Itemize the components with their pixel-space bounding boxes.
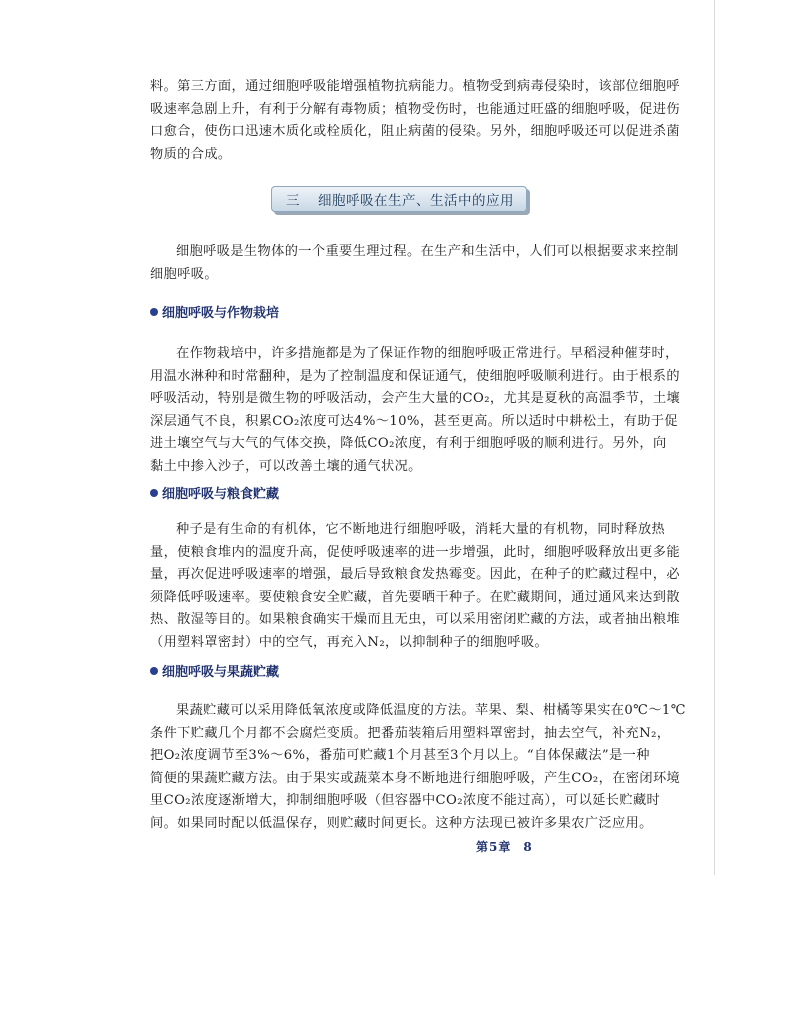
text-line: 量，使粮食堆内的温度升高，促使呼吸速率的进一步增强，此时，细胞呼吸释放出更多能 bbox=[150, 544, 680, 560]
text-line: 呼吸活动，特别是微生物的呼吸活动，会产生大量的CO₂，尤其是夏秋的高温季节，土壤 bbox=[150, 391, 681, 407]
subsection-heading-fruit-vegetable-storage bbox=[150, 661, 279, 680]
text-line: 把O₂浓度调节至3%～6%，番茄可贮藏1个月甚至3个月以上。“自体保藏法”是一种 bbox=[150, 748, 650, 764]
text-line: 细胞呼吸是生物体的一个重要生理过程。在生产和生活中，人们可以根据要求来控制 bbox=[176, 244, 679, 259]
chapter-label: 第5章 bbox=[476, 840, 512, 854]
section-title-banner bbox=[271, 186, 527, 212]
text-line: 条件下贮藏几个月都不会腐烂变质。把番茄装箱后用塑料罩密封，抽去空气，补充N₂， bbox=[150, 725, 671, 741]
text-line: 里CO₂浓度逐渐增大，抑制细胞呼吸（但容器中CO₂浓度不能过高），可以延长贮藏时 bbox=[150, 793, 661, 809]
text-line: 热、散湿等目的。如果粮食确实干燥而且无虫，可以采用密闭贮藏的方法，或者抽出粮堆 bbox=[150, 612, 680, 628]
bullet-icon bbox=[150, 489, 158, 497]
intro-paragraph bbox=[150, 76, 680, 166]
text-line: 量，再次促进呼吸速率的增强，最后导致粮食发热霉变。因此，在种子的贮藏过程中，必 bbox=[150, 567, 680, 583]
text-line: 进土壤空气与大气的气体交换，降低CO₂浓度，有利于细胞呼吸的顺利进行。另外，向 bbox=[150, 436, 667, 452]
subsection-heading-text: 细胞呼吸与粮食贮藏 bbox=[162, 487, 280, 502]
bullet-icon bbox=[150, 667, 158, 675]
text-line: 吸速率急剧上升，有利于分解有毒物质；植物受伤时，也能通过旺盛的细胞呼吸，促进伤 bbox=[150, 101, 680, 117]
text-line: 用温水淋种和时常翻种，是为了控制温度和保证通气，使细胞呼吸顺利进行。由于根系的 bbox=[150, 368, 680, 384]
text-line: 深层通气不良，积累CO₂浓度可达4%～10%，甚至更高。所以适时中耕松土，有助于促 bbox=[150, 413, 679, 429]
bullet-icon bbox=[150, 308, 158, 316]
paragraph-crop-cultivation bbox=[150, 343, 681, 479]
text-line: 口愈合，使伤口迅速木质化或栓质化，阻止病菌的侵染。另外，细胞呼吸还可以促进杀菌 bbox=[150, 124, 680, 140]
text-line: 简便的果蔬贮藏方法。由于果实或蔬菜本身不断地进行细胞呼吸，产生CO₂，在密闭环境 bbox=[150, 770, 681, 786]
text-line: 在作物栽培中，许多措施都是为了保证作物的细胞呼吸正常进行。早稻浸种催芽时， bbox=[176, 346, 679, 361]
subsection-heading-text: 细胞呼吸与果蔬贮藏 bbox=[162, 665, 280, 680]
text-line: （用塑料罩密封）中的空气，再充入N₂，以抑制种子的细胞呼吸。 bbox=[150, 634, 549, 650]
subsection-heading-grain-storage bbox=[150, 483, 279, 502]
text-line: 须降低呼吸速率。要使粮食安全贮藏，首先要晒干种子。在贮藏期间，通过通风来达到散 bbox=[150, 589, 680, 605]
paragraph-grain-storage bbox=[150, 519, 680, 655]
section-number: 三 bbox=[286, 193, 300, 209]
page-edge-line bbox=[714, 0, 715, 875]
section-intro-paragraph bbox=[150, 241, 679, 286]
subsection-heading-crop-cultivation bbox=[150, 302, 279, 321]
page-footer bbox=[476, 838, 533, 855]
text-line: 间。如果同时配以低温保存，则贮藏时间更长。这种方法现已被许多果农广泛应用。 bbox=[150, 815, 653, 831]
subsection-heading-text: 细胞呼吸与作物栽培 bbox=[162, 306, 280, 321]
text-line: 种子是有生命的有机体，它不断地进行细胞呼吸，消耗大量的有机物，同时释放热 bbox=[176, 522, 666, 537]
page-number: 8 bbox=[523, 840, 533, 854]
paragraph-fruit-vegetable-storage bbox=[150, 700, 686, 836]
text-line: 料。第三方面，通过细胞呼吸能增强植物抗病能力。植物受到病毒侵染时，该部位细胞呼 bbox=[150, 79, 680, 94]
section-title: 细胞呼吸在生产、生活中的应用 bbox=[318, 193, 514, 209]
text-line: 细胞呼吸。 bbox=[150, 266, 218, 282]
text-line: 物质的合成。 bbox=[150, 146, 232, 162]
text-line: 果蔬贮藏可以采用降低氧浓度或降低温度的方法。苹果、梨、柑橘等果实在0℃～1℃ bbox=[176, 703, 686, 718]
text-line: 黏土中掺入沙子，可以改善土壤的通气状况。 bbox=[150, 458, 422, 474]
